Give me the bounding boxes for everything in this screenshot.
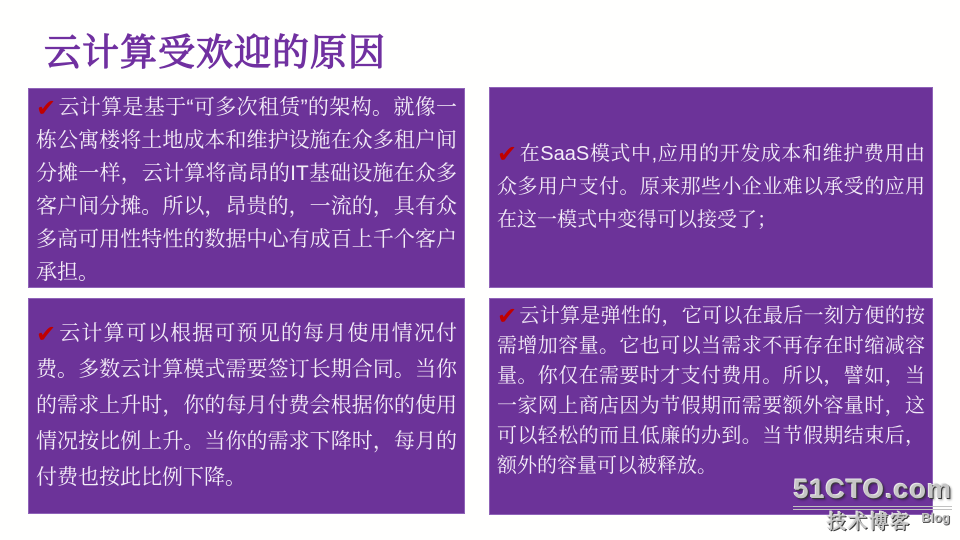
page-title: 云计算受欢迎的原因 xyxy=(44,32,386,73)
reason-text-multi-tenancy: 云计算是基于“可多次租赁”的架构。就像一栋公寓楼将土地成本和维护设施在众多租户间分摊一样，云计算将高昂的IT基础设施在众多客户间分摊。所以，昂贵的，一流的，具有众多高可用性特性的数据中心有成百上千个客户承担。 xyxy=(36,96,457,284)
checkmark-icon: ✔ xyxy=(497,141,518,168)
reason-text-saas-cost-sharing: 在SaaS模式中,应用的开发成本和维护费用由众多用户支付。原来那些小企业难以承受的应用在这一模式中变得可以接受了； xyxy=(497,143,925,231)
watermark-51cto xyxy=(793,476,952,532)
reason-text-elasticity: 云计算是弹性的，它可以在最后一刻方便的按需增加容量。它也可以当需求不再存在时缩减容量。你仅在需要时才支付费用。所以，譬如，当一家网上商店因为节假期而需要额外容量时，这可以轻松的而且低廉的办到。当节假期结束后，额外的容量可以被释放。 xyxy=(497,305,925,477)
checkmark-icon: ✔ xyxy=(497,303,518,330)
checkmark-icon: ✔ xyxy=(36,95,57,122)
reason-card-text-block xyxy=(29,89,464,291)
checkmark-icon: ✔ xyxy=(36,321,57,348)
watermark-tagline-row xyxy=(793,510,952,533)
reason-text-pay-per-use: 云计算可以根据可预见的每月使用情况付费。多数云计算模式需要签订长期合同。当你的需求上升时，你的每月付费会根据你的使用情况按比例上升。当你的需求下降时，每月的付费也按此比例下降。 xyxy=(36,322,457,489)
watermark-tagline-text: 技术博客 xyxy=(827,512,912,533)
reason-card-saas-cost-sharing xyxy=(489,87,933,288)
reason-card-pay-per-use xyxy=(28,298,465,514)
reason-card-text-block xyxy=(490,299,932,483)
reason-card-text-block xyxy=(490,136,932,239)
watermark-site-text: 51CTO.com xyxy=(793,476,952,510)
watermark-blog-text: Blog xyxy=(921,510,950,525)
reason-card-multi-tenancy xyxy=(28,88,465,288)
reason-card-text-block xyxy=(29,314,464,498)
